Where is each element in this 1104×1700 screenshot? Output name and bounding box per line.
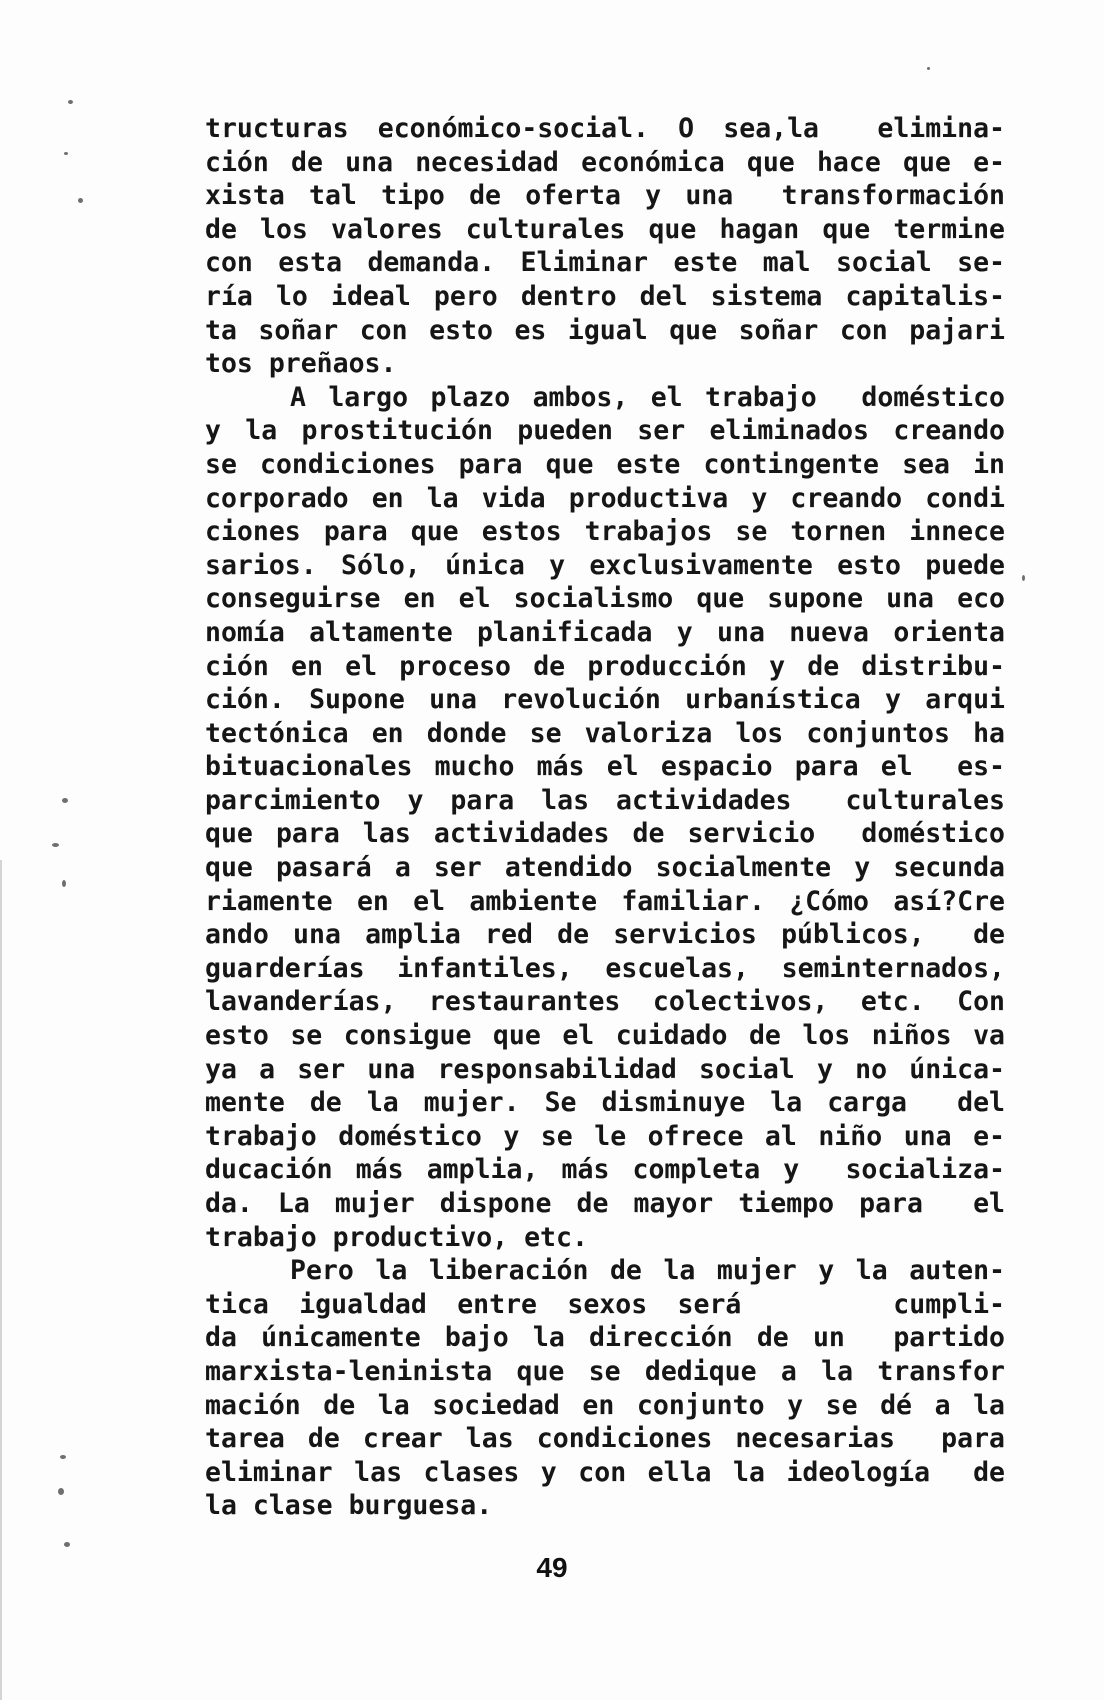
- body-text: [205, 112, 1005, 1523]
- text-line: se condiciones para que este contingente sea in: [205, 448, 1005, 480]
- text-line: con esta demanda. Eliminar este mal social se-: [205, 247, 1005, 279]
- scan-speck: [60, 1455, 66, 1459]
- scan-speck: [78, 198, 83, 203]
- text-line: tica igualdad entre sexos será cumpli-: [205, 1288, 1005, 1320]
- text-line: sarios. Sólo, única y exclusivamente esto puede: [205, 549, 1005, 581]
- scan-speck: [62, 880, 66, 887]
- text-line: da únicamente bajo la dirección de un partido: [205, 1322, 1005, 1354]
- text-line: A largo plazo ambos, el trabajo doméstico: [290, 381, 1005, 413]
- text-line: tructuras económico-social. O sea,la elimina-: [205, 113, 1005, 144]
- scan-speck: [52, 843, 59, 847]
- text-line: ción en el proceso de producción y de distribu-: [205, 650, 1005, 682]
- text-line: trabajo doméstico y se le ofrece al niño una e-: [205, 1120, 1005, 1152]
- text-line: lavanderías, restaurantes colectivos, etc. Con: [205, 986, 1005, 1018]
- scan-speck: [64, 1542, 70, 1547]
- scan-speck: [68, 100, 73, 104]
- text-line: da. La mujer dispone de mayor tiempo para el: [205, 1188, 1005, 1219]
- text-line: la clase burguesa.: [205, 1490, 493, 1522]
- text-line: ducación más amplia, más completa y socializa-: [205, 1154, 1005, 1186]
- text-line: trabajo productivo, etc.: [205, 1221, 588, 1253]
- text-line: ya a ser una responsabilidad social y no única-: [205, 1053, 1005, 1085]
- text-line: corporado en la vida productiva y creando condi: [205, 482, 1005, 514]
- scan-speck: [62, 798, 68, 803]
- text-line: nomía altamente planificada y una nueva orienta: [205, 616, 1005, 648]
- text-line: que pasará a ser atendido socialmente y secunda: [205, 852, 1005, 884]
- text-line: ción de una necesidad económica que hace que e-: [205, 146, 1005, 178]
- text-line: guarderías infantiles, escuelas, seminternados,: [205, 952, 1005, 984]
- scan-speck: [927, 67, 930, 70]
- scan-speck: [58, 1488, 64, 1495]
- text-line: mación de la sociedad en conjunto y se dé a la: [205, 1389, 1005, 1421]
- text-line: tarea de crear las condiciones necesarias para: [205, 1423, 1005, 1455]
- text-line: y la prostitución pueden ser eliminados creando: [205, 415, 1005, 447]
- text-line: tectónica en donde se valoriza los conjuntos ha: [205, 717, 1005, 749]
- page-number: 49: [536, 1552, 568, 1583]
- scan-speck: [64, 152, 68, 155]
- text-line: Pero la liberación de la mujer y la auten-: [290, 1255, 1005, 1287]
- text-line: esto se consigue que el cuidado de los niños va: [205, 1020, 1005, 1052]
- text-line: mente de la mujer. Se disminuye la carga del: [205, 1087, 1005, 1119]
- text-line: ría lo ideal pero dentro del sistema capitalis-: [205, 280, 1005, 312]
- text-line: de los valores culturales que hagan que termine: [205, 213, 1005, 245]
- text-line: conseguirse en el socialismo que supone una eco: [205, 583, 1005, 615]
- text-line: xista tal tipo de oferta y una transformación: [205, 180, 1005, 212]
- text-line: marxista-leninista que se dedique a la transfor: [205, 1355, 1005, 1387]
- scan-speck: [1022, 575, 1025, 581]
- text-line: tos preñaos.: [205, 348, 397, 380]
- text-line: ciones para que estos trabajos se tornen innece: [205, 516, 1005, 548]
- text-line: ta soñar con esto es igual que soñar con pajari: [205, 314, 1005, 346]
- text-line: ando una amplia red de servicios públicos, de: [205, 919, 1005, 951]
- text-line: que para las actividades de servicio doméstico: [205, 818, 1005, 850]
- text-line: ción. Supone una revolución urbanística y arqui: [205, 684, 1005, 716]
- text-line: eliminar las clases y con ella la ideología de: [205, 1456, 1005, 1488]
- text-line: riamente en el ambiente familiar. ¿Cómo así?Cre: [205, 885, 1005, 917]
- text-line: parcimiento y para las actividades culturales: [205, 784, 1005, 816]
- text-line: bituacionales mucho más el espacio para el es-: [205, 751, 1005, 783]
